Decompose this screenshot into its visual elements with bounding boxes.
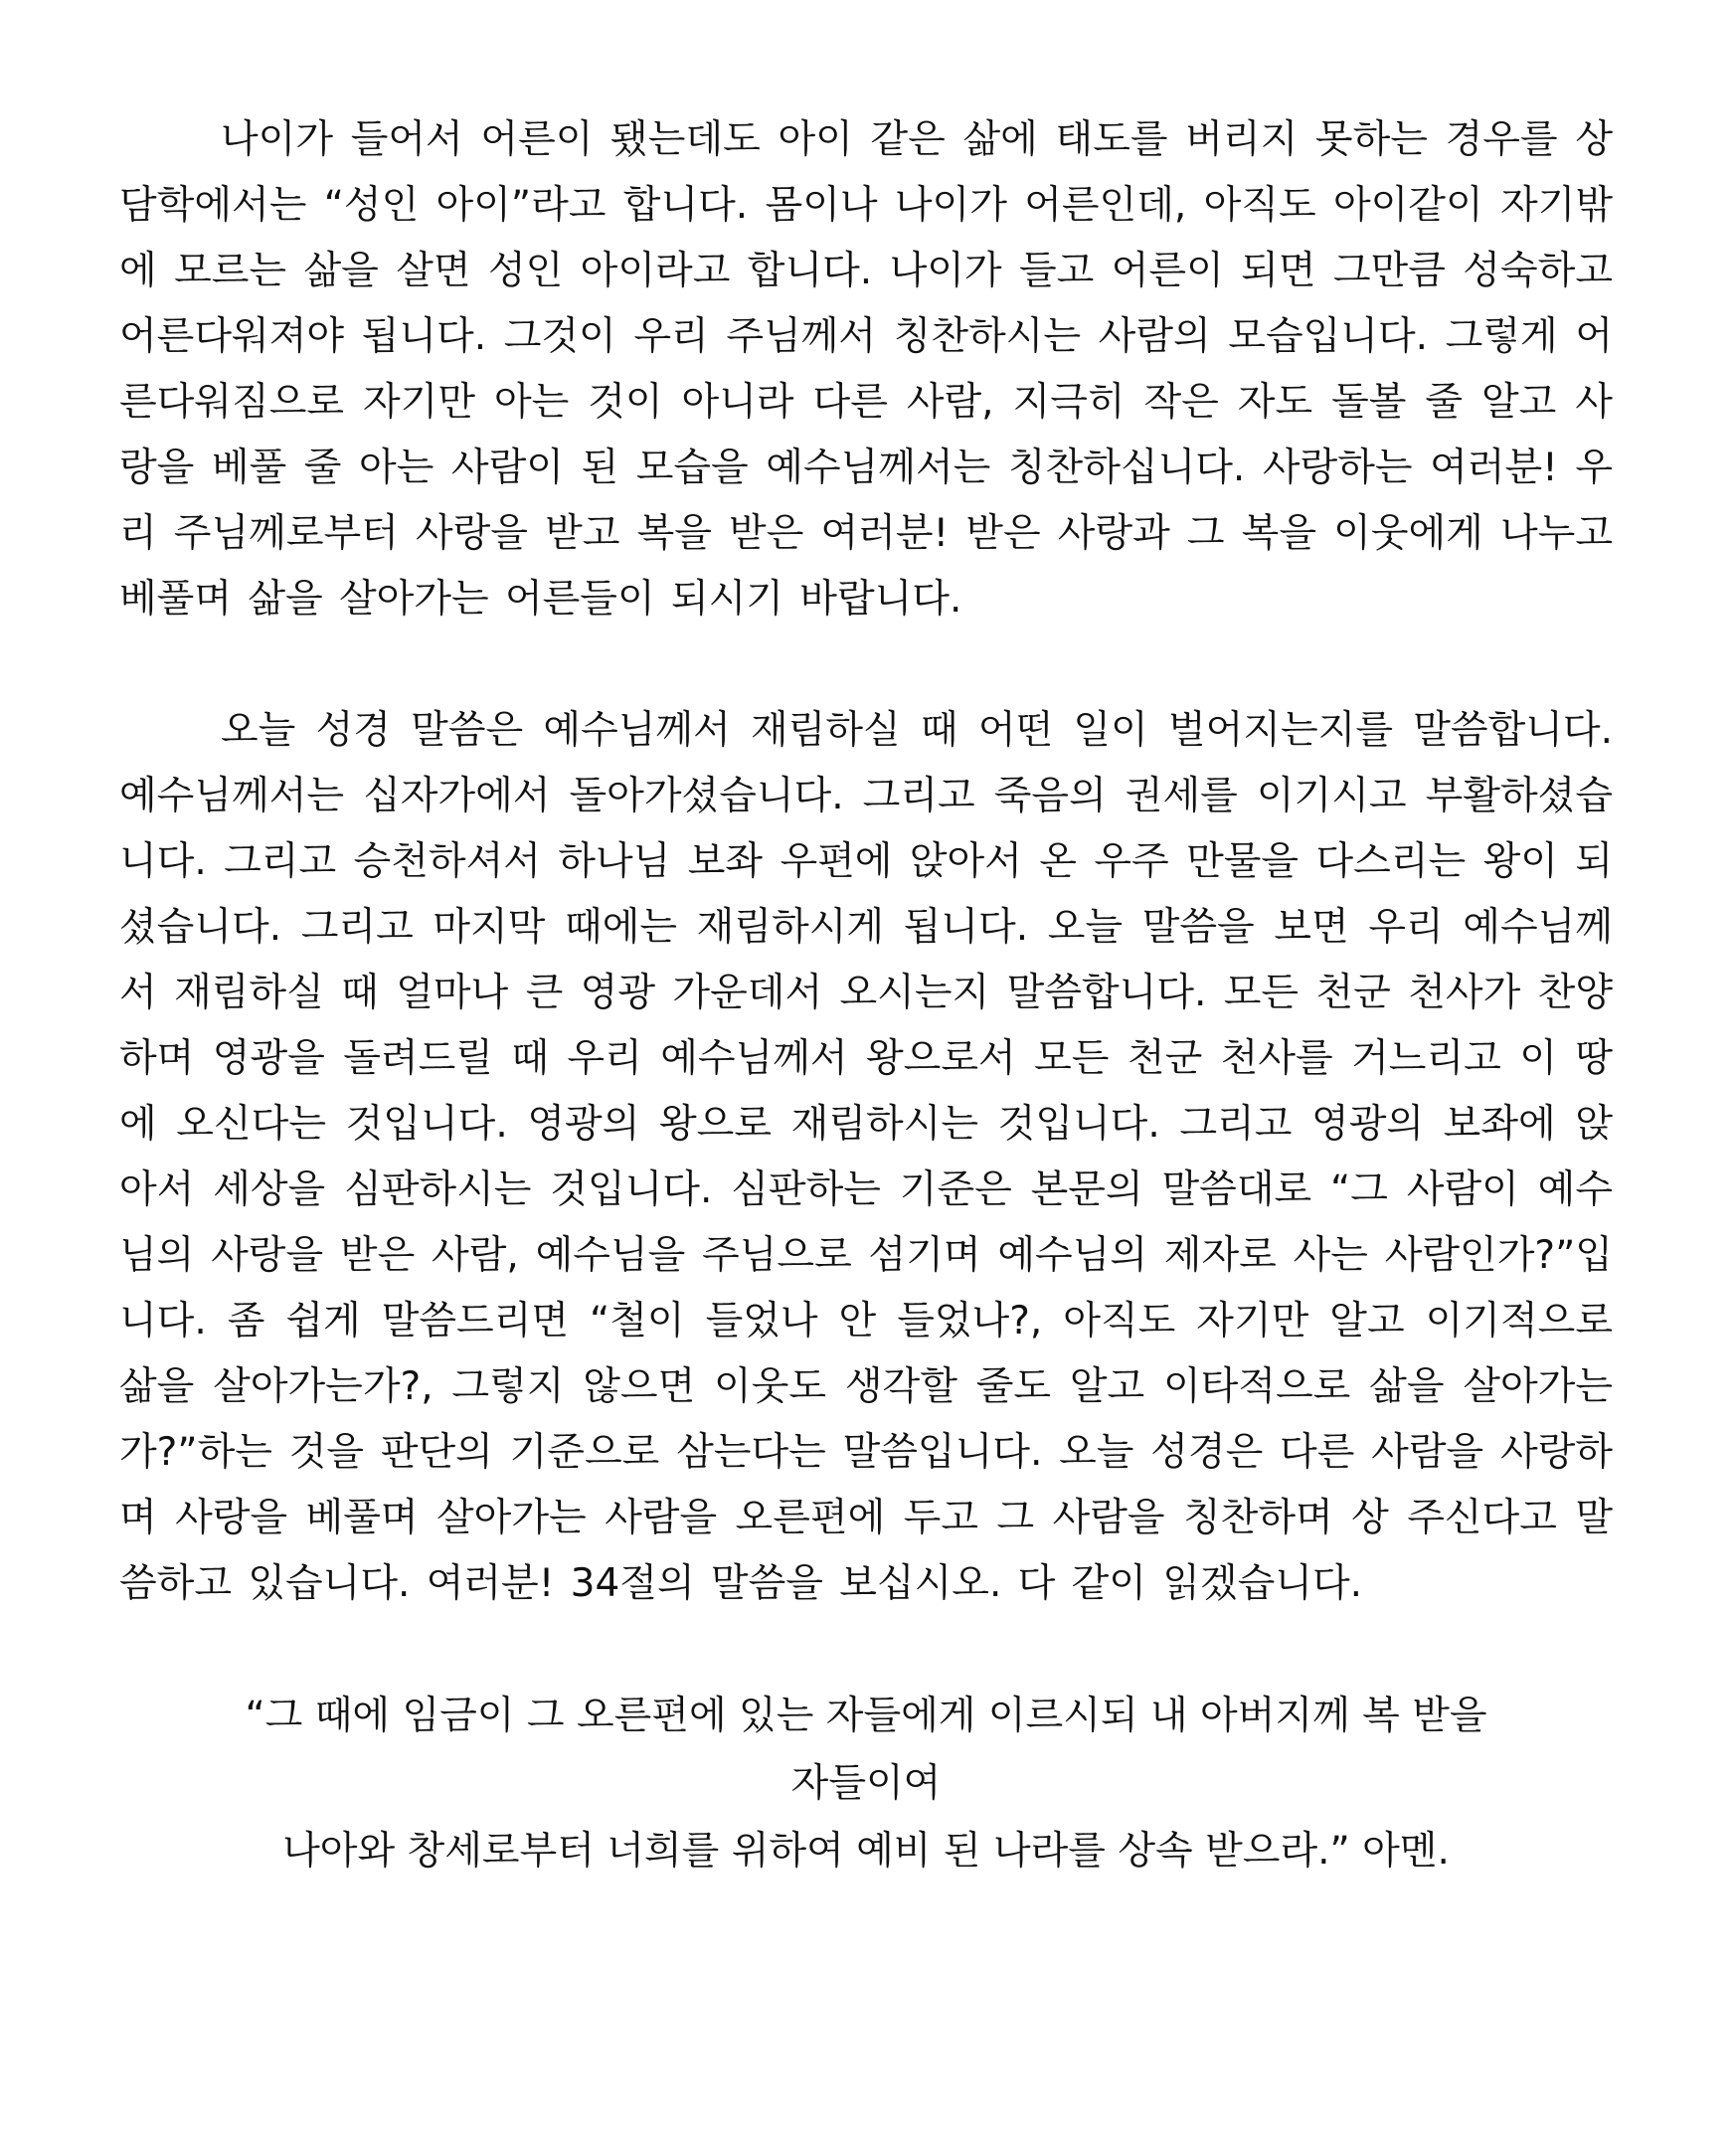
paragraph-1: 나이가 들어서 어른이 됐는데도 아이 같은 삶에 태도를 버리지 못하는 경우를 상담학에서는 “성인 아이”라고 합니다. 몸이나 나이가 어른인데, 아직도 아이같이 자기밖에 모르는 삶을 살면 성인 아이라고 합니다. 나이가 들고 어른이 되면 그만큼 성숙하고 어른다워져야 됩니다. 그것이 우리 주님께서 칭찬하시는 사람의 모습입니다. 그렇게 어른다워짐으로 자기만 아는 것이 아니라 다른 사람, 지극히 작은 자도 돌볼 줄 알고 사랑을 베풀 줄 아는 사람이 된 모습을 예수님께서는 칭찬하십니다. 사랑하는 여러분! 우리 주님께로부터 사랑을 받고 복을 받은 여러분! 받은 사랑과 그 복을 이웃에게 나누고 베풀며 삶을 살아가는 어른들이 되시기 바랍니다. bbox=[119, 117, 1613, 622]
quote-line-3: 나아와 창세로부터 너희를 위하여 예비 된 나라를 상속 받으라.” 아멘. bbox=[282, 1829, 1450, 1874]
scripture-quote bbox=[119, 1683, 1613, 1885]
paragraph-2: 오늘 성경 말씀은 예수님께서 재림하실 때 어떤 일이 벌어지는지를 말씀합니다. 예수님께서는 십자가에서 돌아가셨습니다. 그리고 죽음의 권세를 이기시고 부활하셨습니다. 그리고 승천하셔서 하나님 보좌 우편에 앉아서 온 우주 만물을 다스리는 왕이 되셨습니다. 그리고 마지막 때에는 재림하시게 됩니다. 오늘 말씀을 보면 우리 예수님께서 재림하실 때 얼마나 큰 영광 가운데서 오시는지 말씀합니다. 모든 천군 천사가 찬양하며 영광을 돌려드릴 때 우리 예수님께서 왕으로서 모든 천군 천사를 거느리고 이 땅에 오신다는 것입니다. 영광의 왕으로 재림하시는 것입니다. 그리고 영광의 보좌에 앉아서 세상을 심판하시는 것입니다. 심판하는 기준은 본문의 말씀대로 “그 사람이 예수님의 사랑을 받은 사람, 예수님을 주님으로 섬기며 예수님의 제자로 사는 사람인가?”입니다. 좀 쉽게 말씀드리면 “철이 들었나 안 들었나?, 아직도 자기만 알고 이기적으로 삶을 살아가는가?, 그렇지 않으면 이웃도 생각할 줄도 알고 이타적으로 삶을 살아가는가?”하는 것을 판단의 기준으로 삼는다는 말씀입니다. 오늘 성경은 다른 사람을 사랑하며 사랑을 베풀며 살아가는 사람을 오른편에 두고 그 사람을 칭찬하며 상 주신다고 말씀하고 있습니다. 여러분! 34절의 말씀을 보십시오. 다 같이 읽겠습니다. bbox=[119, 708, 1613, 1606]
document-body bbox=[119, 107, 1613, 1885]
quote-line-2: 자들이여 bbox=[790, 1761, 942, 1806]
quote-line-1: “그 때에 임금이 그 오른편에 있는 자들에게 이르시되 내 아버지께 복 받을 bbox=[245, 1694, 1487, 1738]
